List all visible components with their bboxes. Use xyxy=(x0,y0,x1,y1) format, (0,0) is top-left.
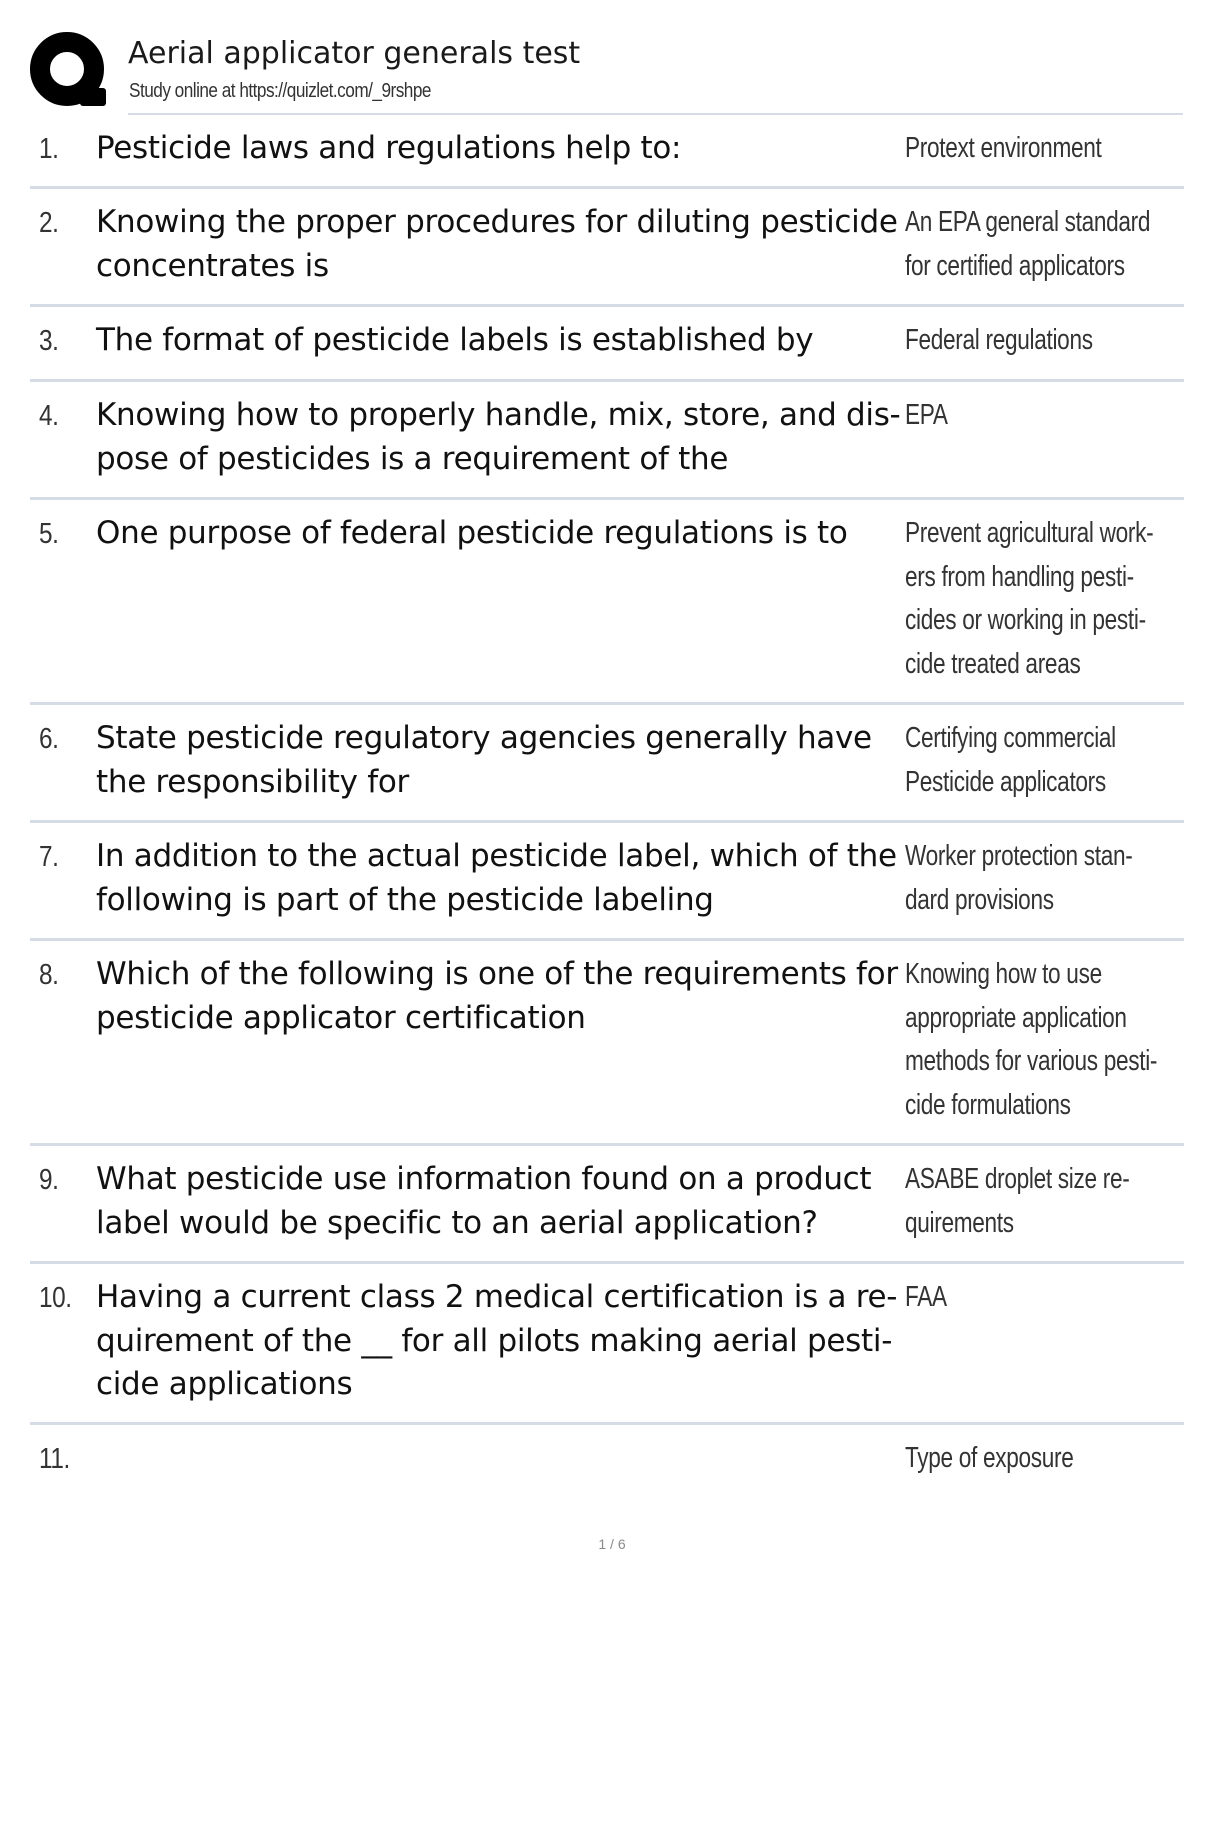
question-term: Having a current class 2 medical certification is a re-quirement of the __ for all pilots making aerial pesti-cide applications xyxy=(96,1279,898,1402)
question-row xyxy=(30,941,1184,1146)
question-row xyxy=(30,1425,1184,1505)
quizlet-q-icon xyxy=(30,32,110,112)
question-answer: Worker protection stan-dard provisions xyxy=(905,840,1133,916)
question-row xyxy=(30,500,1184,705)
question-number: 11. xyxy=(39,1443,70,1475)
question-answer: FAA xyxy=(905,1281,947,1313)
question-answer: An EPA general standard for certified applicators xyxy=(905,206,1151,282)
question-number: 9. xyxy=(39,1164,59,1196)
question-row xyxy=(30,382,1184,500)
question-term: What pesticide use information found on a product label would be specific to an aerial application? xyxy=(96,1161,872,1241)
question-term: Pesticide laws and regulations help to: xyxy=(96,130,682,166)
question-answer: EPA xyxy=(905,399,948,431)
question-number: 3. xyxy=(39,325,59,357)
question-row xyxy=(30,115,1184,189)
question-number: 8. xyxy=(39,959,59,991)
question-number: 1. xyxy=(39,133,59,165)
question-term: One purpose of federal pesticide regulations is to xyxy=(96,515,848,551)
question-row xyxy=(30,705,1184,823)
question-number: 6. xyxy=(39,723,59,755)
page-number: 1 / 6 xyxy=(598,1536,626,1552)
question-answer: Knowing how to use appropriate application methods for various pesti-cide formulations xyxy=(905,958,1158,1121)
question-row xyxy=(30,1264,1184,1425)
question-row xyxy=(30,1146,1184,1264)
question-number: 7. xyxy=(39,841,59,873)
question-term: Which of the following is one of the requirements for pesticide applicator certification xyxy=(96,956,898,1036)
question-term: The format of pesticide labels is established by xyxy=(96,322,814,358)
page-title: Aerial applicator generals test xyxy=(128,36,581,71)
question-answer: Prevent agricultural work-ers from handling pesti-cides or working in pesti-cide treated areas xyxy=(905,517,1154,680)
question-number: 5. xyxy=(39,518,59,550)
question-answer: Protext environment xyxy=(905,132,1102,164)
question-term: State pesticide regulatory agencies generally have the responsibility for xyxy=(96,720,872,800)
page-header xyxy=(30,30,1184,114)
question-term: Knowing the proper procedures for diluting pesticide concentrates is xyxy=(96,204,898,284)
question-answer: Federal regulations xyxy=(905,324,1093,356)
question-row xyxy=(30,307,1184,382)
question-number: 10. xyxy=(39,1282,72,1314)
question-answer: ASABE droplet size re-quirements xyxy=(905,1163,1130,1239)
question-row xyxy=(30,189,1184,307)
question-answer: Type of exposure xyxy=(905,1442,1074,1474)
question-number: 2. xyxy=(39,207,59,239)
question-term: Knowing how to properly handle, mix, store, and dis-pose of pesticides is a requirement of the xyxy=(96,397,901,477)
study-link[interactable]: Study online at https://quizlet.com/_9rshpe xyxy=(129,80,431,102)
question-answer: Certifying commercial Pesticide applicators xyxy=(905,722,1116,798)
question-row xyxy=(30,823,1184,941)
question-term: In addition to the actual pesticide label, which of the following is part of the pesticide labeling xyxy=(96,838,897,918)
question-number: 4. xyxy=(39,400,59,432)
